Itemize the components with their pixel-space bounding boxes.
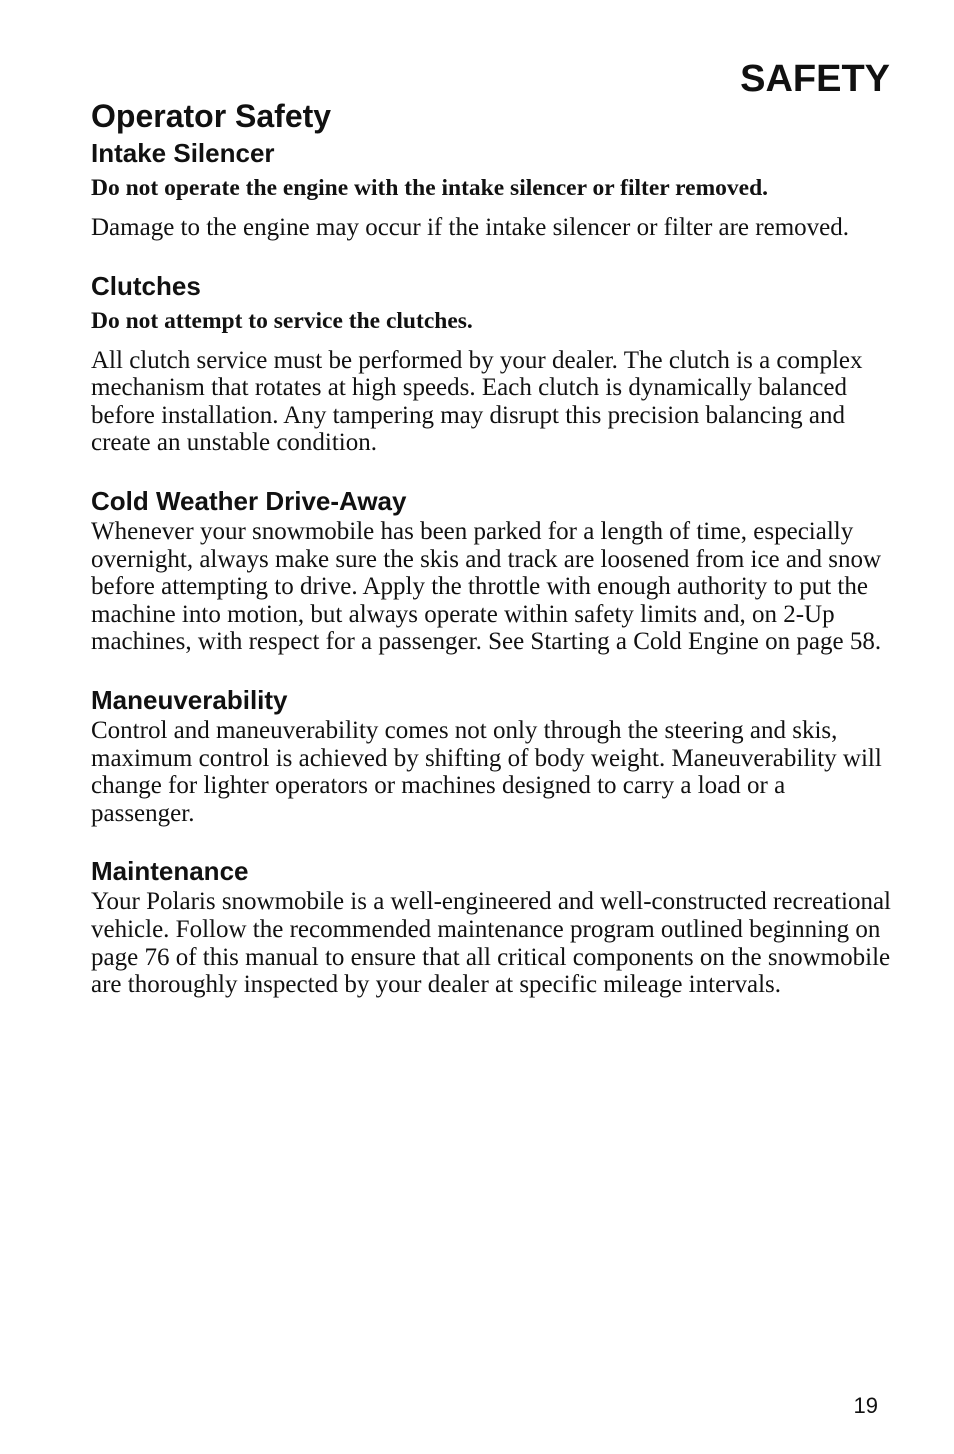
body-paragraph: Damage to the engine may occur if the intake silencer or filter are removed. xyxy=(91,214,849,241)
subsection-maintenance xyxy=(91,854,891,998)
page-content xyxy=(91,96,891,999)
subsection-maneuverability xyxy=(91,683,891,827)
page-number: 19 xyxy=(853,1393,878,1418)
subsection-clutches xyxy=(91,269,891,457)
body-paragraph: Your Polaris snowmobile is a well-engineered and well-constructed recreational vehicle. Follow the recommended maintenance program outlined beginning on page 76 of this manual to ensure that all critical components on the snowmobile are thoroughly inspected by your dealer at specific mileage intervals. xyxy=(91,888,891,999)
subsection-title: Clutches xyxy=(91,270,201,301)
warning-text: Do not attempt to service the clutches. xyxy=(91,307,473,334)
spacer xyxy=(91,457,891,484)
spacer xyxy=(91,656,891,683)
body-paragraph: Control and maneuverability comes not only through the steering and skis, maximum control is achieved by shifting of body weight. Maneuverability will change for lighter operators or machines designed to carry a load or a passenger. xyxy=(91,716,882,827)
body-paragraph: All clutch service must be performed by your dealer. The clutch is a complex mechanism that rotates at high speeds. Each clutch is dynamically balanced before installation. Any tampering may disrupt this precision balancing and create an unstable condition. xyxy=(91,346,863,457)
subsection-title: Cold Weather Drive-Away xyxy=(91,485,407,516)
chapter-title: SAFETY xyxy=(740,58,890,100)
spacer xyxy=(91,827,891,854)
subsection-cold-weather xyxy=(91,484,891,656)
subsection-title: Intake Silencer xyxy=(91,138,275,168)
subsection-intake-silencer xyxy=(91,136,891,242)
body-paragraph: Whenever your snowmobile has been parked for a length of time, especially overnight, always make sure the skis and track are loosened from ice and snow before attempting to drive. Apply the throttle with enough authority to put the machine into motion, but always operate within safety limits and, on 2-Up machines, with respect for a passenger. See Starting a Cold Engine on page 58. xyxy=(91,517,882,656)
subsection-title: Maintenance xyxy=(91,856,249,887)
warning-text: Do not operate the engine with the intake silencer or filter removed. xyxy=(91,175,769,201)
section-title: Operator Safety xyxy=(91,98,332,134)
subsection-title: Maneuverability xyxy=(91,684,288,715)
spacer xyxy=(91,242,891,269)
